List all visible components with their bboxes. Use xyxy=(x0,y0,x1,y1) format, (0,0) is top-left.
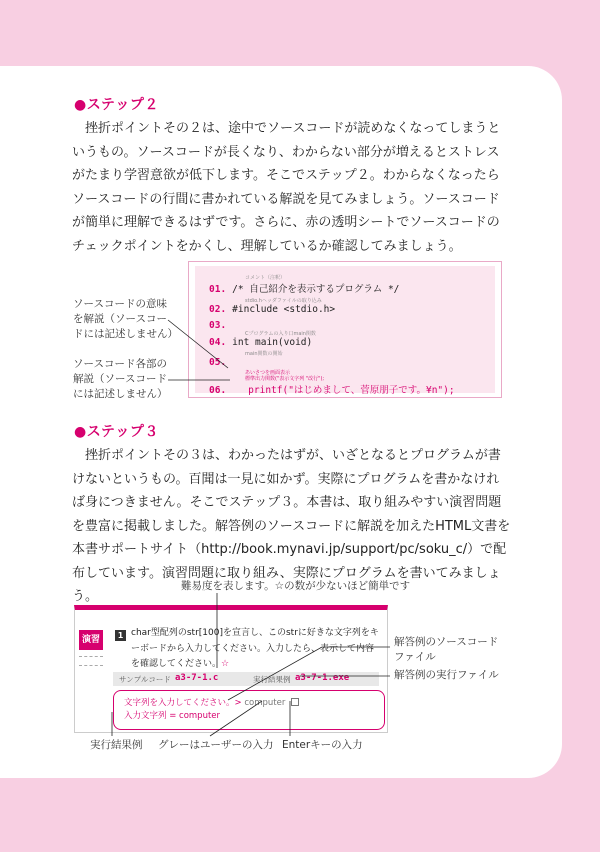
enter-key-icon xyxy=(291,698,299,706)
code-line-5: 05. xyxy=(209,357,227,368)
code-line-6: 06. printf("はじめまして、菅原朋子です。¥n"); xyxy=(209,385,455,396)
label-answer-source: 解答例のソースコードファイル xyxy=(394,636,499,663)
exec-file: a3-7-1.exe xyxy=(295,673,350,683)
step3-heading: ●ステップ３ xyxy=(74,424,159,440)
code-note-1: あいさつを画面表示 xyxy=(245,370,291,376)
code-line-4: 04. int main(void) xyxy=(209,337,313,348)
label-exec-example: 実行結果例 xyxy=(90,739,143,751)
exercise-tag: 演習 xyxy=(79,630,103,650)
exec-result-label: 実行結果例 xyxy=(253,675,291,684)
output-line-1: 文字列を入力してください。> computer xyxy=(124,696,299,708)
sample-code-label: サンプルコード xyxy=(119,675,171,684)
step3-body: 挫折ポイントその３は、わかったはずが、いざとなるとプログラムが書けないというもの。百聞は一見に如かず。実際にプログラムを書かなければ身につきません。そこでステップ３。本書は、取り組みやすい演習問題を豊富に掲載しました。解答例のソースコードに解説を加えたHTML文書を本書サポートサイト（http://book.mynavi.jp/support/pc/soku_c/）で配布しています。演習問題に取り組み、実際にプログラムを書いてみましょう。 xyxy=(72,448,511,604)
caption-difficulty: 難易度を表します。☆の数が少ないほど簡単です xyxy=(181,580,411,592)
exercise-sample xyxy=(74,605,388,733)
label-answer-exec: 解答例の実行ファイル xyxy=(394,669,499,681)
code-comment-4: Cプログラムの入り口main関数 xyxy=(245,331,316,337)
exercise-number: 1 xyxy=(115,630,126,641)
user-input: computer xyxy=(244,698,286,708)
exec-output xyxy=(113,690,385,730)
code-sample-bg xyxy=(195,266,495,396)
output-line-2: 入力文字列 = computer xyxy=(124,711,221,721)
file-bar xyxy=(113,672,379,686)
label-user-input: グレーはユーザーの入力 xyxy=(158,739,274,751)
code-comment-1: コメント（注釈） xyxy=(245,275,286,281)
exercise-stripes xyxy=(79,656,103,666)
code-sample xyxy=(188,261,502,398)
code-line-3: 03. xyxy=(209,320,227,331)
label-code-meaning: ソースコードの意味を解説（ソースコードには記述しません） xyxy=(73,298,178,340)
label-code-parts: ソースコード各部の解説（ソースコードには記述しません） xyxy=(73,358,168,400)
step2-heading: ●ステップ２ xyxy=(74,97,159,113)
sample-code-file: a3-7-1.c xyxy=(175,673,219,683)
code-note-2: 標準出力関数("表示文字列 "改行"); xyxy=(245,376,325,382)
label-enter-key: Enterキーの入力 xyxy=(282,739,363,751)
code-line-1: 01. /* 自己紹介を表示するプログラム */ xyxy=(209,284,400,295)
code-line-2: 02. #include <stdio.h> xyxy=(209,304,336,315)
exercise-text: char型配列のstr[100]を宣言し、このstrに好きな文字列をキーボードから入力してください。入力したら、表示して内容を確認してください。☆ xyxy=(131,628,379,669)
step2-body: 挫折ポイントその２は、途中でソースコードが読めなくなってしまうというもの。ソースコードが長くなり、わからない部分が増えるとストレスがたまり学習意欲が低下します。そこでステップ２。わからなくなったらソースコードの行間に書かれている解説を見てみましょう。ソースコードが簡単に理解できるはずです。さらに、赤の透明シートでソースコードのチェックポイントをかくし、理解しているか確認してみましょう。 xyxy=(72,121,501,254)
difficulty-star-icon: ☆ xyxy=(221,659,230,669)
code-comment-5: main関数の開始 xyxy=(245,351,283,357)
code-comment-2: stdio.hヘッダファイルの取り込み xyxy=(245,298,322,304)
